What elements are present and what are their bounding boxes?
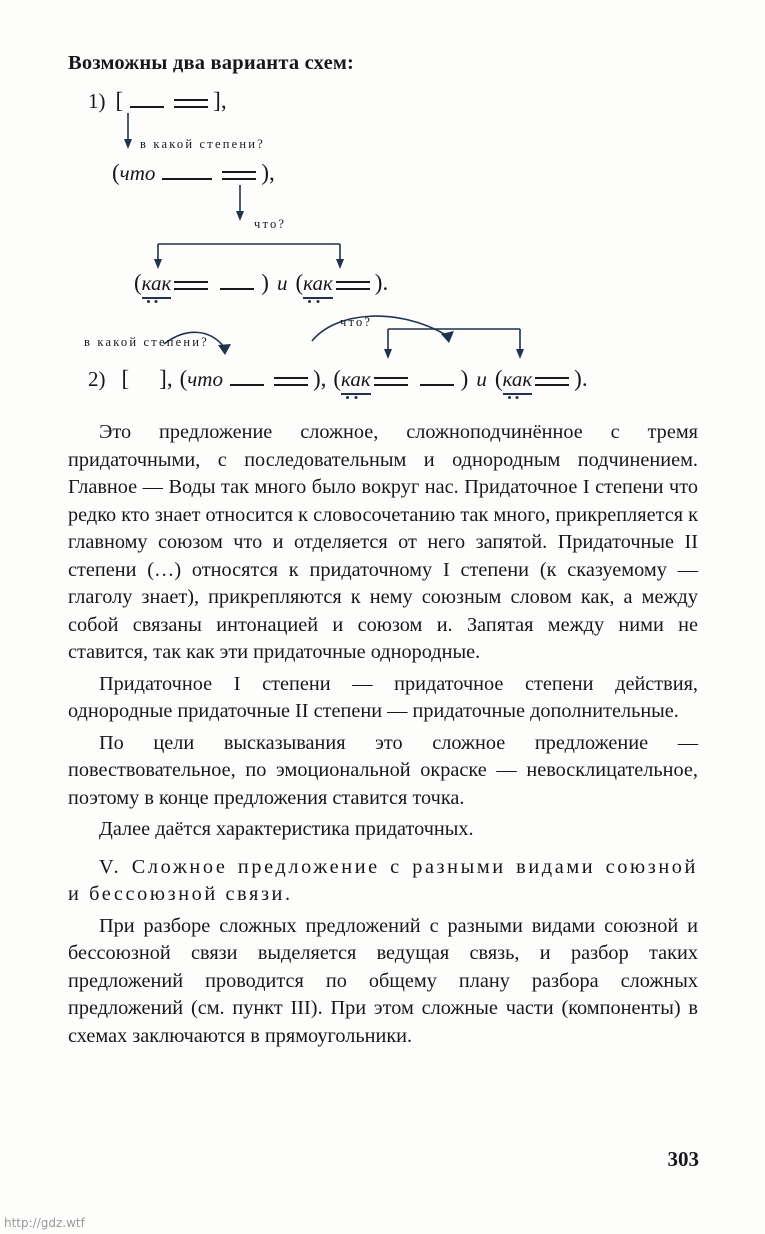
paragraph-closing: При разборе сложных предложений с разными видами союзной и бессоюзной связи выделяется ведущая связь, и разбор таких предложений проводится по общему плану разбора сложных предложений (см. пункт III). При этом сложные части (компоненты) в схемах заключаются в прямоугольники. [68, 914, 698, 1047]
predicate-bar [535, 377, 569, 386]
subject-bar [420, 384, 454, 386]
question-label-degree-1: в какой степени? [140, 137, 265, 151]
sentence-schemes [68, 89, 698, 419]
scheme-1-number: 1) [88, 89, 106, 113]
scheme-1-line-2 [112, 161, 275, 186]
conjunction-chto: что [119, 161, 156, 185]
paragraph-analysis: Это предложение сложное, сложноподчинённое с тремя придаточными, с последовательным и однородным подчинением. Главное — Воды так много было вокруг нас. Придаточное I степени что редко кто знает относится к словосочетанию так много, прикрепляется к главному союзом что и отделяется от него запятой. Придаточные II степени (…) относятся к придаточному I степени (к сказуемому — глаголу знает), прикрепляются к нему союзным словом как, а между собой связаны интонацией и союзом и. Запятая между ними не ставится, так как эти придаточные однородные. [68, 421, 698, 663]
bracket-close: ] [213, 88, 221, 113]
predicate-bar [336, 281, 370, 290]
comma: , [269, 160, 275, 185]
conjunction-i: и [476, 367, 487, 391]
predicate-bar [274, 377, 308, 386]
predicate-bar [374, 377, 408, 386]
scheme-2-line [88, 367, 588, 395]
paragraph-further: Далее даётся характеристика придаточных. [99, 818, 474, 840]
paren-close: ) [261, 270, 269, 295]
subject-bar [220, 288, 254, 290]
paragraph-purpose: По цели высказывания это сложное предложение — повествовательное, по эмоциональной окраске — невосклицательное, поэтому в конце предложения ставится точка. [68, 731, 698, 809]
paren-open: ( [295, 270, 304, 295]
page-content [68, 52, 698, 1050]
paren-close: ) [261, 160, 270, 185]
subject-bar [130, 106, 164, 108]
scheme-2-number: 2) [88, 367, 106, 391]
scheme-1-line-1 [88, 89, 227, 114]
paragraph-clause-types: Придаточное I степени — придаточное степени действия, однородные придаточные II степени — придаточные дополнительные. [68, 672, 698, 722]
bracket-open: [ [115, 88, 124, 113]
paren-open: ( [134, 270, 142, 295]
paren-open: ( [333, 366, 342, 391]
intro-line: Возможны два варианта схем: [68, 52, 355, 74]
paren-open: ( [179, 366, 188, 391]
predicate-bar [174, 281, 208, 290]
paren-close: ) [460, 366, 469, 391]
predicate-bar [222, 171, 256, 180]
conjunction-chto: что [187, 367, 223, 391]
paren-close: ) [374, 270, 383, 295]
period: . [581, 366, 588, 391]
comma: , [166, 366, 173, 391]
period: . [382, 270, 389, 295]
predicate-bar [174, 99, 208, 108]
conjunction-i: и [276, 271, 288, 295]
paren-open: ( [494, 366, 503, 391]
conjunctive-word-kak: как [142, 271, 172, 299]
conjunctive-word-kak: как [503, 367, 533, 395]
paren-close: ) [312, 366, 321, 391]
question-label-what-1: что? [254, 217, 287, 231]
bracket-open: [ [121, 366, 130, 391]
subject-bar [230, 384, 264, 386]
comma: , [220, 88, 227, 113]
question-label-degree-2: в какой степени? [84, 335, 209, 349]
paren-open: ( [112, 160, 120, 185]
comma: , [320, 366, 327, 391]
subject-bar [162, 178, 212, 180]
section-heading: V. Сложное предложение с разными видами союзной и бессоюзной связи. [68, 855, 698, 905]
scheme-1-line-3 [134, 271, 388, 299]
watermark: http://gdz.wtf [4, 1216, 85, 1230]
conjunctive-word-kak: как [341, 367, 371, 395]
bracket-close: ] [159, 366, 167, 391]
page-number: 303 [667, 1147, 699, 1171]
question-label-what-2: что? [340, 315, 373, 329]
paren-close: ) [574, 366, 582, 391]
conjunctive-word-kak: как [303, 271, 333, 299]
